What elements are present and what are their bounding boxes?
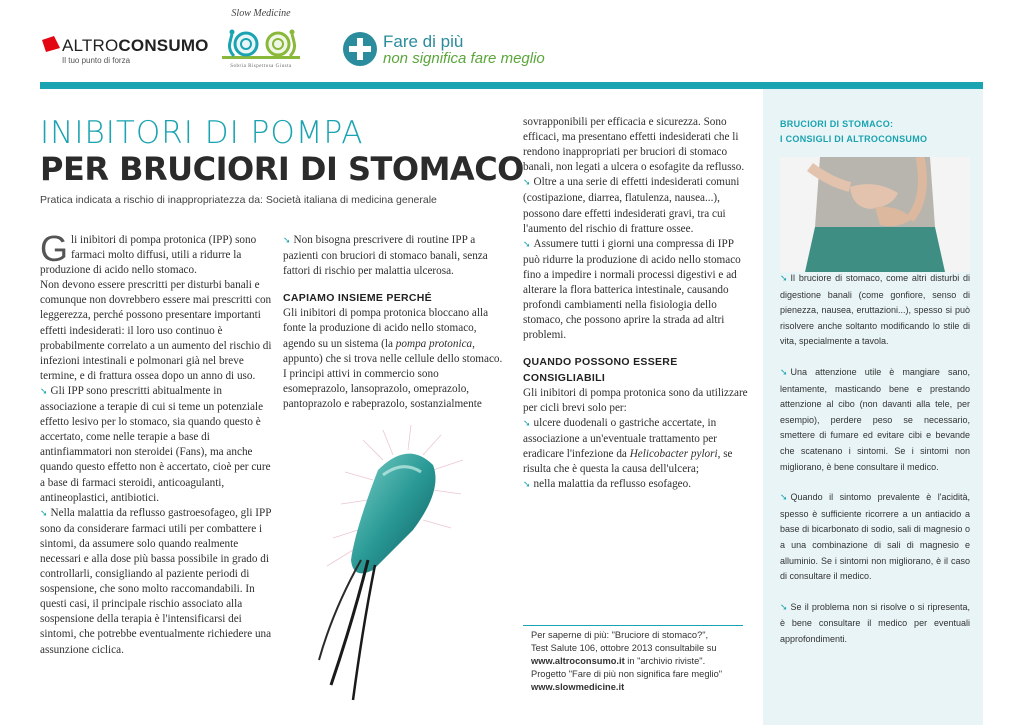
bullet-paragraph: ➘ Se il problema non si risolve o si ripresenta, è bene consultare il medico per eventuali approfondimenti. — [780, 601, 970, 644]
stomach-pain-photo — [780, 157, 970, 272]
article-column-1 — [40, 228, 274, 658]
arrow-icon: ➘ — [523, 418, 531, 429]
sidebar-heading: BRUCIORI DI STOMACO: I CONSIGLI DI ALTROCONSUMO — [780, 119, 928, 144]
section-heading: QUANDO POSSONO ESSERE CONSIGLIABILI — [523, 356, 678, 384]
arrow-icon: ➘ — [283, 236, 291, 246]
bullet-paragraph: ➘ Una attenzione utile è mangiare sano, lentamente, masticando bene e prestando attenzione al cibo (non davanti alla tele, per esempio), perdere peso se necessario, smettere di fumare ed evitare cibi e bevande che scatenano i sintomi. Se i sintomi non migliorano, è bene consultare il medico. — [780, 366, 970, 472]
bullet-paragraph: ➘ Gli IPP sono prescritti abitualmente in associazione a terapie di cui si teme un potenziale effetto lesivo per lo stomaco, sia quando questo è accertato, come nelle terapie a base di antinfiammatori non steroidei (Fans), ma anche quando questo effetto non è accertato, cioè per cure a base di farmaci steroidi, anticoagulanti, antineoplastici, antibiotici. — [40, 384, 271, 504]
fare-di-piu-logo — [343, 30, 573, 70]
arrow-icon: ➘ — [40, 386, 48, 397]
bullet-paragraph: ➘ Quando il sintomo prevalente è l'acidità, spesso è sufficiente ricorrere a un antiacido a base di bicarbonato di sodio, sali di magnesio o a una combinazione di sali di magnesio e alluminio. Se i sintomi non migliorano, è il caso di consultare il medico. — [780, 492, 970, 582]
advice-sidebar — [763, 89, 983, 725]
bullet-paragraph: ➘ Nella malattia da reflusso gastroesofageo, gli IPP sono da considerare farmaci utili per combattere i sintomi, da assumere solo quando realmente necessari e alla dose più bassa possibile in grado di controllarli, consigliando al paziente periodi di sospensione, che sono molto raccomandabili. In questi casi, il principale rischio associato alla sospensione della terapia è l'intensificarsi dei sintomi, che potrebbe eventualmente richiedere una assunzione ciclica. — [40, 506, 272, 656]
bacterium-illustration — [283, 420, 505, 710]
sidebar-text — [780, 271, 970, 662]
slow-medicine-logo — [212, 8, 310, 72]
slow-medicine-title: Slow Medicine — [231, 8, 291, 19]
arrow-icon: ➘ — [40, 508, 48, 519]
bullet-paragraph: ➘ Oltre a una serie di effetti indesiderati comuni (costipazione, diarrea, flatulenza, nausea...), possono dare effetti indesiderati gravi, tra cui l'aumento del rischio di fratture ossee. — [523, 176, 740, 235]
fare-di-piu-line1: Fare di più — [383, 32, 464, 51]
intro-paragraph: Gli inibitori di pompa protonica (IPP) sono farmaci molto diffusi, utili a ridurre la produzione di acido nello stomaco. — [40, 228, 257, 277]
altroconsumo-tagline: Il tuo punto di forza — [62, 56, 131, 65]
arrow-icon: ➘ — [780, 602, 788, 613]
article-column-3 — [523, 115, 748, 493]
fare-di-piu-line2: non significa fare meglio — [383, 50, 545, 67]
bullet-paragraph: ➘ nella malattia da reflusso esofageo. — [523, 478, 692, 491]
bullet-paragraph: ➘ Assumere tutti i giorni una compressa di IPP può ridurre la produzione di acido nello stomaco fino a impedire i normali processi digestivi e ad alterare la flora batterica intestinale, causando profondi cambiamenti nella fisiologia dello stomaco, che possono aprire la strada ad altri problemi. — [523, 237, 741, 342]
arrow-icon: ➘ — [523, 178, 531, 189]
note-divider — [523, 625, 743, 626]
altroconsumo-link[interactable]: www.altroconsumo.it — [531, 656, 625, 666]
paragraph: Non devono essere prescritti per disturbi banali e comunque non dovrebbero essere mai prescritti con leggerezza, perché possono presentare importanti effetti indesiderati: il loro uso continuo è probabilmente correlato a un aumento del rischio di infezioni intestinali e polmonari già nel breve termine, e di frattura ossea dopo un anno di uso. — [40, 279, 272, 382]
arrow-icon: ➘ — [523, 480, 531, 491]
arrow-icon: ➘ — [780, 493, 788, 504]
bullet-paragraph: ➘ ulcere duodenali o gastriche accertate, in associazione a un'eventuale trattamento per eradicare l'infezione da Helicobacter pylori, se risulta che è questa la causa dell'ulcera; — [523, 416, 733, 476]
page-title-line1: INIBITORI DI POMPA — [40, 115, 364, 151]
arrow-icon: ➘ — [523, 239, 531, 250]
cross-icon — [343, 32, 377, 66]
arrow-icon: ➘ — [780, 274, 788, 284]
page-subtitle: Pratica indicata a rischio di inappropriatezza da: Società italiana di medicina generale — [40, 194, 437, 206]
paragraph: Gli inibitori di pompa protonica bloccano alla fonte la produzione di acido nello stomaco, agendo su un sistema (la pompa protonica, appunto) che si trova nelle cellule dello stomaco. I principi attivi in commercio sono esomeprazolo, lansoprazolo, omeprazolo, pantoprazolo e rabeprazolo, sostanzialmente — [283, 307, 503, 410]
article-column-2 — [283, 233, 505, 412]
bullet-paragraph: ➘ Il bruciore di stomaco, come altri disturbi di digestione banali (come gonfiore, senso di pienezza, nausea, eruttazioni...), spesso si può risolvere anche soltanto modificando lo stile di vita, specialmente a tavola. — [780, 273, 970, 347]
altroconsumo-wordmark: ALTROCONSUMO — [62, 36, 209, 55]
section-heading: CAPIAMO INSIEME PERCHÉ — [283, 292, 432, 305]
bullet-paragraph: ➘ Non bisogna prescrivere di routine IPP a pazienti con bruciori di stomaco banali, senza fattori di rischio per malattia ulcerosa. — [283, 234, 488, 278]
header-divider — [40, 82, 983, 89]
arrow-icon: ➘ — [780, 367, 788, 378]
snails-icon — [220, 20, 302, 64]
slow-medicine-subtitle: Sobria Rispettosa Giusta — [230, 64, 292, 69]
dropcap: G — [40, 228, 69, 269]
page-title-line2: PER BRUCIORI DI STOMACO — [40, 150, 524, 188]
further-reading-note: Per saperne di più: "Bruciore di stomaco?", Test Salute 106, ottobre 2013 consultabile su www.altroconsumo.it in "archivio riviste". Progetto "Fare di più non significa fare meglio" www.slowmedicine.it — [531, 630, 723, 692]
slowmedicine-link[interactable]: www.slowmedicine.it — [531, 682, 625, 692]
paragraph: Gli inibitori di pompa protonica sono da utilizzare per cicli brevi solo per: — [523, 386, 748, 414]
altroconsumo-mark-icon — [40, 36, 62, 52]
paragraph: sovrapponibili per efficacia e sicurezza. Sono efficaci, ma presentano effetti indesiderati che li rendono inappropriati per bruciori di stomaco banali, non legati a ulcera o esofagite da reflusso. — [523, 116, 745, 174]
